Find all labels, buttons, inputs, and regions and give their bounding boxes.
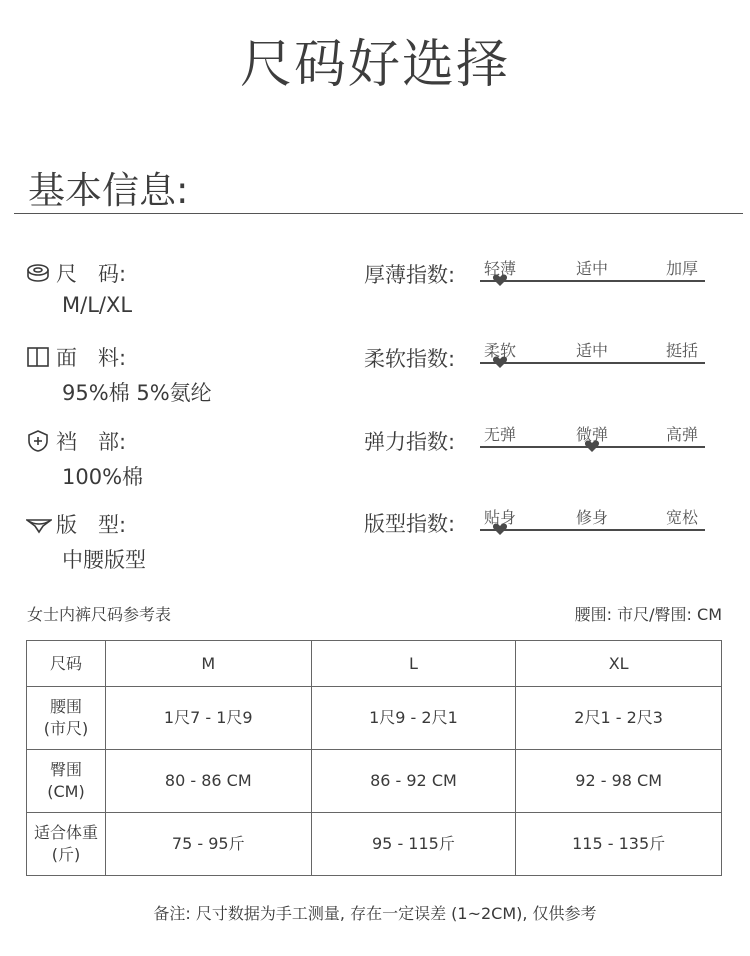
heart-marker-icon [584, 438, 600, 454]
scale-tick: 无弹 [484, 425, 517, 444]
scale-tick: 适中 [576, 259, 609, 278]
info-label: 裆 部: [56, 430, 127, 454]
info-item-size [26, 258, 132, 317]
size-table [26, 640, 722, 876]
footnote: 备注: 尺寸数据为手工测量, 存在一定误差 (1~2CM), 仅供参考 [153, 904, 597, 923]
table-row [27, 813, 722, 876]
table-header-row [27, 641, 722, 687]
table-cell: 1尺9 - 2尺1 [311, 687, 516, 750]
scale-tick: 适中 [576, 341, 609, 360]
info-item-fabric [26, 342, 212, 407]
row-label [27, 750, 106, 813]
section-title: 基本信息: [28, 169, 189, 212]
info-label: 尺 码: [56, 262, 127, 286]
info-label: 面 料: [56, 346, 127, 370]
info-value: M/L/XL [62, 293, 133, 317]
info-value: 95%棉 5%氨纶 [62, 381, 212, 405]
heart-marker-icon [492, 521, 508, 537]
scale-tick: 贴身 [484, 508, 517, 527]
row-label-line: 适合体重 [33, 823, 98, 842]
index-label-softness: 柔软指数: [364, 347, 456, 371]
table-cell: 115 - 135斤 [516, 813, 722, 876]
table-row [27, 687, 722, 750]
scale-tick: 高弹 [666, 425, 699, 444]
scale-tick: 挺括 [666, 341, 699, 360]
table-header-cell: M [105, 641, 311, 687]
page-title: 尺码好选择 [239, 35, 510, 95]
softness-scale [480, 338, 705, 378]
table-header-cell: L [311, 641, 516, 687]
tape-measure-icon [26, 261, 50, 285]
info-value: 中腰版型 [62, 548, 146, 572]
index-label-thickness: 厚薄指数: [364, 263, 456, 287]
info-item-fit [26, 509, 146, 574]
heart-marker-icon [492, 272, 508, 288]
heart-marker-icon [492, 354, 508, 370]
scale-tick: 柔软 [484, 341, 517, 360]
table-cell: 2尺1 - 2尺3 [516, 687, 722, 750]
table-caption: 女士内裤尺码参考表 [27, 605, 172, 624]
briefs-icon [26, 512, 50, 536]
table-header-cell: XL [516, 641, 722, 687]
scale-line [480, 362, 705, 364]
table-cell: 1尺7 - 1尺9 [105, 687, 311, 750]
info-label: 版 型: [56, 513, 127, 537]
thickness-scale [480, 256, 705, 296]
scale-line [480, 529, 705, 531]
info-item-crotch [26, 426, 143, 491]
fit-scale [480, 505, 705, 545]
index-label-fit: 版型指数: [364, 512, 456, 536]
table-cell: 92 - 98 CM [516, 750, 722, 813]
table-cell: 86 - 92 CM [311, 750, 516, 813]
row-label [27, 687, 106, 750]
fabric-book-icon [26, 345, 50, 369]
row-label-line: 臀围 [49, 760, 82, 779]
info-value: 100%棉 [62, 465, 144, 489]
scale-tick: 宽松 [666, 508, 699, 527]
shield-plus-icon [26, 429, 50, 453]
scale-tick: 修身 [576, 508, 609, 527]
index-label-elasticity: 弹力指数: [364, 430, 456, 454]
scale-tick: 微弹 [576, 425, 609, 444]
table-cell: 95 - 115斤 [311, 813, 516, 876]
row-label-line: (市尺) [43, 719, 89, 738]
scale-tick: 轻薄 [484, 259, 517, 278]
row-label [27, 813, 106, 876]
table-cell: 75 - 95斤 [105, 813, 311, 876]
elasticity-scale [480, 422, 705, 462]
scale-tick: 加厚 [666, 259, 699, 278]
table-cell: 80 - 86 CM [105, 750, 311, 813]
row-label-line: 腰围 [49, 697, 82, 716]
table-header-cell: 尺码 [27, 641, 106, 687]
table-row [27, 750, 722, 813]
scale-line [480, 280, 705, 282]
section-divider [14, 213, 743, 214]
row-label-line: (斤) [51, 845, 81, 864]
table-unit-note: 腰围: 市尺/臀围: CM [574, 605, 722, 624]
row-label-line: (CM) [47, 782, 85, 801]
